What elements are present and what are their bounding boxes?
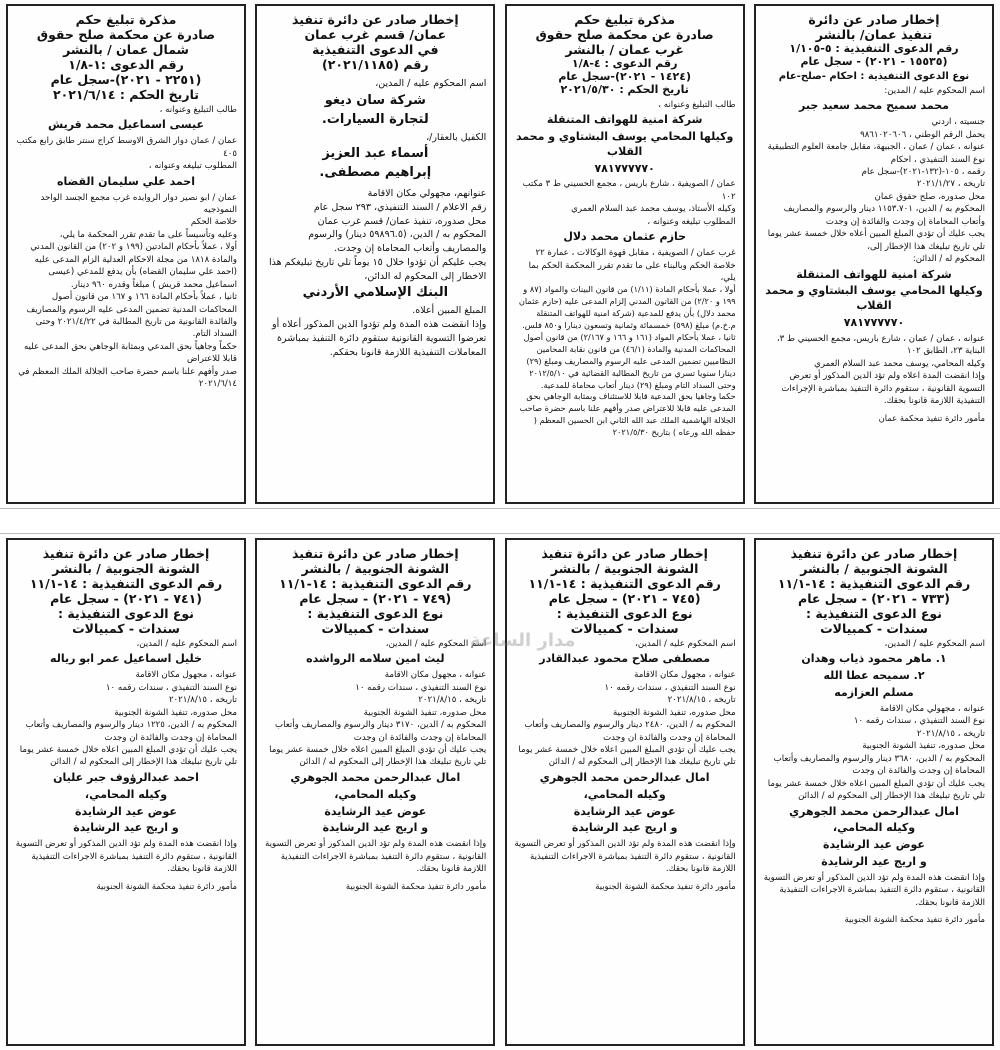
creditor-name: شركة امنية للهواتف المتنقلة <box>796 267 952 281</box>
debtor-name: ١. ماهر محمود ذياب وهدان <box>801 652 947 666</box>
notice-execution-shouneh-733: إخطار صادر عن دائرة تنفيذ الشونة الجنوبية / بالنشر رقم الدعوى التنفيذية : ١٤-١١/١ (٧٣٣ - ٢٠٢١) - سجل عام نوع الدعوى التنفيذية : سندات - كمبيالات اسم المحكوم عليه / المدين، ١. ماهر محمود ذياب وهدان ٢. سميحه عطا الله مسلم العزازمه عنوانه ، مجهولي مكان الاقامة نوع السند التنفيذي ، سندات رقمه ١٠ تاريخه ، ٢٠٢١/٨/١٥ محل صدوره، تنفيذ الشونة الجنوبية المحكوم به / الدين، ٣٦٨٠ دينار والرسوم والمصاريف وأتعاب المحاماة إن وجدت والفائدة ان وجدت يجب عليك أن تؤدي المبلغ المبين اعلاه خلال خمسة عشر يوما تلي تاريخ تبليغك هذا الإخطار إلى المحكوم له / الدائن امال عبدالرحمن محمد الجوهري وكيله المحامي، عوض عيد الرشايدة و اريج عيد الرشايدة وإذا انقضت هذه المدة ولم تؤد الدين المذكور أو تعرض التسوية القانونية ، ستقوم دائرة التنفيذ بمباشرة الاجراءات التنفيذية اللازمة قانونا بحقك. مأمور دائرة تنفيذ محكمة الشونة الجنوبية <box>754 538 994 1046</box>
watermark: مدار الساعة <box>470 630 576 651</box>
notice-judgment-north-amman: مذكرة تبليغ حكم صادرة عن محكمة صلح حقوق شمال عمان / بالنشر رقم الدعوى :١-١/٨ (٢٢٥١ - ٢٠٢١)-سجل عام تاريخ الحكم : ٢٠٢١/٦/١٤ طالب التبليغ وعنوانه ، عيسى اسماعيل محمد قريش عمان / عمان دوار الشرق الاوسط كراج سنتر طابق رابع مكتب ٤٠٥ المطلوب تبليغه وعنوانه ، احمد علي سليمان القضاه عمان / ابو نصير دوار الروابده غرب مجمع الجسد الواحد النموذجيه خلاصة الحكم وعليه وتأسيساً على ما تقدم تقرر المحكمة ما يلي، أولا ، عملاً بأحكام المادتين (١٩٩ و ٢٠٢) من القانون المدني والمادة ١٨١٨ من مجلة الاحكام العدلية الزام المدعى عليه (احمد علي سليمان القضاه) بأن يدفع للمدعي (عيسى اسماعيل محمد قريش ) مبلغاً وقدره ٩٦٠ دينار. ثانيا ، عملاً بأحكام المادة ١٦٦ و ١٦٧ من قانون أصول المحاكمات المدنية تضمين المدعى عليه الرسوم والمصاريف والفائدة القانونية من تاريخ المطالبة في ٢٠٢١/٤/٢٢ وحتى السداد التام. حكماً وجاهياً بحق المدعي وبمثابة الوجاهي بحق المدعى عليه قابلا للاعتراض صدر وأفهم علنا باسم حضرة صاحب الجلالة الملك المعظم في ٢٠٢١/٦/١٤ <box>6 4 246 504</box>
notice-header: إخطار صادر عن دائرة تنفيذ الشونة الجنوبية / بالنشر رقم الدعوى التنفيذية : ١٤-١١/١ (٧٤١ - ٢٠٢١) - سجل عام نوع الدعوى التنفيذية : سندات - كمبيالات <box>29 546 223 636</box>
creditor-name: امال عبدالرحمن محمد الجوهري <box>789 804 959 818</box>
requester-name: عيسى اسماعيل محمد قريش <box>48 118 204 132</box>
respondent-name: احمد علي سليمان القضاه <box>56 174 196 188</box>
bottom-row <box>6 538 994 1046</box>
debtor-name: شركة سان ديغو <box>324 92 426 108</box>
respondent-name: حازم عثمان محمد دلال <box>563 230 686 244</box>
notice-execution-shouneh-741: إخطار صادر عن دائرة تنفيذ الشونة الجنوبية / بالنشر رقم الدعوى التنفيذية : ١٤-١١/١ (٧٤١ - ٢٠٢١) - سجل عام نوع الدعوى التنفيذية : سندات - كمبيالات اسم المحكوم عليه / المدين، خليل اسماعيل عمر ابو رياله عنوانه ، مجهول مكان الاقامة نوع السند التنفيذي ، سندات رقمه ١٠ تاريخه ، ٢٠٢١/٨/١٥ محل صدوره، تنفيذ الشونة الجنوبية المحكوم به / الدين، ١٢٢٥ دينار والرسوم والمصاريف وأتعاب المحاماة إن وجدت والفائدة ان وجدت يجب عليك أن تؤدي المبلغ المبين اعلاه خلال خمسة عشر يوما تلي تاريخ تبليغك هذا الإخطار إلى المحكوم له / الدائن احمد عبدالرؤوف جبر عليان وكيله المحامي، عوض عيد الرشايدة و اريج عيد الرشايدة وإذا انقضت هذه المدة ولم تؤد الدين المذكور أو تعرض التسوية القانونية ، ستقوم دائرة التنفيذ بمباشرة الاجراءات التنفيذية اللازمة قانونا بحقك. مأمور دائرة تنفيذ محكمة الشونة الجنوبية <box>6 538 246 1046</box>
row-divider <box>0 508 1000 534</box>
notice-header: إخطار صادر عن دائرة تنفيذ عمان/ قسم غرب عمان في الدعوى التنفيذية رقم (٢٠٢١/١١٨٥) <box>292 12 459 72</box>
debtor-name: خليل اسماعيل عمر ابو رياله <box>50 652 202 666</box>
creditor-name: امال عبدالرحمن محمد الجوهري <box>539 770 710 784</box>
debtor-name: محمد سميح محمد سعيد جبر <box>798 99 949 113</box>
debtor-name: مصطفى صلاح محمود عبدالقادر <box>539 652 711 666</box>
notice-execution-amman-105: إخطار صادر عن دائرة تنفيذ عمان/ بالنشر رقم الدعوى التنفيذية : ٥-١/١٠٥ (١٥٥٣٥ - ٢٠٢١) - سجل عام نوع الدعوى التنفيذية : احكام -صلح-عام اسم المحكوم عليه / المدين: محمد سميح محمد سعيد جبر جنسيته ، اردني يحمل الرقم الوطني ، ٩٨٦١٠٢٠٦٠٦ عنوانه ، عمان / عمان ، الجبيهة، مقابل جامعة العلوم التطبيقية نوع السند التنفيذي ، احكام رقمه ، ١٠٥-(١٣٢-٢٠٢١)-سجل عام تاريخه ، ٢٠٢١/١/٢٧ محل صدوره، صلح حقوق عمان المحكوم به / الدين، ١١٥٣.٧٠١ دينار والرسوم والمصاريف وأتعاب المحاماة إن وجدت والفائدة إن وجدت يجب عليك أن تؤدي المبلغ المبين أعلاه خلال خمسة عشر يوما تلي تاريخ تبليغك هذا الإخطار إلى، المحكوم له / الدائن: شركة امنية للهواتف المتنقلة وكيلها المحامي يوسف البشتاوي و محمد القلاب ٧٨١٧٧٧٧٧٠ عنوانه ، عمان / عمان ، شارع باريس، مجمع الحسيني ط ٣، البناية ٢٣، الطابق ١٠٢ وكيله المحامي، يوسف محمد عبد السلام العمري وإذا انقضت المدة اعلاه ولم تؤد الدين المذكور أو تعرض التسوية القانونية ، ستقوم دائرة التنفيذ بمباشرة الإجراءات التنفيذية اللازمة قانونا بحقك. مأمور دائرة تنفيذ محكمة عمان <box>754 4 994 504</box>
notice-header: مذكرة تبليغ حكم صادرة عن محكمة صلح حقوق شمال عمان / بالنشر رقم الدعوى :١-١/٨ (٢٢٥١ - ٢٠٢١)-سجل عام تاريخ الحكم : ٢٠٢١/٦/١٤ <box>36 12 216 102</box>
notice-footer: مأمور دائرة تنفيذ محكمة الشونة الجنوبية <box>595 880 736 891</box>
notice-footer: مأمور دائرة تنفيذ محكمة الشونة الجنوبية <box>345 880 487 891</box>
notice-execution-shouneh-745: إخطار صادر عن دائرة تنفيذ الشونة الجنوبية / بالنشر رقم الدعوى التنفيذية : ١٤-١١/١ (٧٤٥ - ٢٠٢١) - سجل عام نوع الدعوى التنفيذية : سندات - كمبيالات اسم المحكوم عليه / المدين، مصطفى صلاح محمود عبدالقادر عنوانه ، مجهول مكان الاقامة نوع السند التنفيذي ، سندات رقمه ١٠ تاريخه ، ٢٠٢١/٨/١٥ محل صدوره، تنفيذ الشونة الجنوبية المحكوم به / الدين، ٢٤٨٠ دينار والرسوم والمصاريف وأتعاب المحاماة إن وجدت والفائدة ان وجدت يجب عليك أن تؤدي المبلغ المبين اعلاه خلال خمسة عشر يوما تلي تاريخ تبليغك هذا الإخطار إلى المحكوم له / الدائن امال عبدالرحمن محمد الجوهري وكيله المحامي، عوض عيد الرشايدة و اريج عيد الرشايدة وإذا انقضت هذه المدة ولم تؤد الدين المذكور أو تعرض التسوية القانونية ، ستقوم دائرة التنفيذ بمباشرة الاجراءات التنفيذية اللازمة قانونا بحقك. مأمور دائرة تنفيذ محكمة الشونة الجنوبية <box>505 538 745 1046</box>
notice-header: مذكرة تبليغ حكم صادرة عن محكمة صلح حقوق غرب عمان / بالنشر رقم الدعوى : ٤-١/٨ (١٤٢٤ - ٢٠٢١)-سجل عام تاريخ الحكم : ٢٠٢١/٥/٣٠ <box>535 12 714 97</box>
creditor-name: امال عبدالرحمن محمد الجوهري <box>290 770 461 784</box>
notice-header: إخطار صادر عن دائرة تنفيذ الشونة الجنوبية / بالنشر رقم الدعوى التنفيذية : ١٤-١١/١ (٧٤٩ - ٢٠٢١) - سجل عام نوع الدعوى التنفيذية : سندات - كمبيالات <box>279 546 472 636</box>
creditor-name: احمد عبدالرؤوف جبر عليان <box>53 770 199 784</box>
creditor-name: البنك الإسلامي الأردني <box>302 285 449 301</box>
notice-footer: مأمور دائرة تنفيذ محكمة الشونة الجنوبية <box>844 914 985 925</box>
top-row <box>6 4 994 504</box>
case-type: نوع الدعوى التنفيذية : احكام -صلح-عام <box>778 71 970 83</box>
notice-header: إخطار صادر عن دائرة تنفيذ الشونة الجنوبية / بالنشر رقم الدعوى التنفيذية : ١٤-١١/١ (٧٤٥ - ٢٠٢١) - سجل عام نوع الدعوى التنفيذية : سندات - كمبيالات <box>528 546 721 636</box>
notice-execution-west-amman-1185: إخطار صادر عن دائرة تنفيذ عمان/ قسم غرب عمان في الدعوى التنفيذية رقم (٢٠٢١/١١٨٥) اسم المحكوم عليه / المدين، شركة سان ديغو لتجارة السيارات. الكفيل بالعقار/، أسماء عبد العزيز إبراهيم مصطفى. عنوانهم، مجهولي مكان الاقامة رقم الاعلام / السند التنفيذي، ٢٩٣ سجل عام محل صدوره، تنفيذ عمان/ قسم غرب عمان المحكوم به / الدين، (٥٩٨٩٦.٥ دينار) والرسوم والمصاريف وأتعاب المحاماة إن وجدت. يجب عليكم أن تؤدوا خلال ١٥ يوماً تلي تاريخ تبليغكم هذا الاخطار إلى المحكوم له الدائن، البنك الإسلامي الأردني المبلغ المبين أعلاه. وإذا انقضت هذه المدة ولم تؤدوا الدين المذكور أعلاه أو تعرضوا التسوية القانونية ستقوم دائرة التنفيذ بمباشرة المعاملات التنفيذية اللازمة قانونا بحقكم. <box>255 4 495 504</box>
guarantor-name: أسماء عبد العزيز <box>322 146 429 162</box>
requester-name: شركة امنية للهواتف المتنقلة <box>546 113 703 127</box>
notice-header: إخطار صادر عن دائرة تنفيذ الشونة الجنوبية / بالنشر رقم الدعوى التنفيذية : ١٤-١١/١ (٧٣٣ - ٢٠٢١) - سجل عام نوع الدعوى التنفيذية : سندات - كمبيالات <box>777 546 971 636</box>
notice-header: إخطار صادر عن دائرة تنفيذ عمان/ بالنشر رقم الدعوى التنفيذية : ٥-١/١٠٥ (١٥٥٣٥ - ٢٠٢١) - سجل عام <box>789 12 959 69</box>
debtor-name: ليث امين سلامه الرواشده <box>306 652 445 666</box>
notice-judgment-west-amman: مذكرة تبليغ حكم صادرة عن محكمة صلح حقوق غرب عمان / بالنشر رقم الدعوى : ٤-١/٨ (١٤٢٤ - ٢٠٢١)-سجل عام تاريخ الحكم : ٢٠٢١/٥/٣٠ طالب التبليغ وعنوانه ، شركة امنية للهواتف المتنقلة وكيلها المحامي يوسف البشتاوي و محمد القلاب ٧٨١٧٧٧٧٧٠ عمان / الصويفية ، شارع باريس ، مجمع الحسيني ط ٣ مكتب ١٠٢ وكيله الأستاذ، يوسف محمد عبد السلام العمري المطلوب تبليغه وعنوانه ، حازم عثمان محمد دلال غرب عمان / الصويفية ، مقابل قهوة الوكالات ، عمارة ٢٢ خلاصة الحكم وبالبناء على ما تقدم تقرر المحكمة الحكم بما يلي، أولا ، عملا بأحكام المادة (١/١١) من قانون البينات والمواد (٨٧ و ١٩٩ و ٢/٢٠) من القانون المدني إلزام المدعى عليه (حازم عثمان محمد دلال) بأن يدفع للمدعية (شركة امنية للهواتف المتنقلة م.خ.م) مبلغ (٥٩٨) خمسمائة وثمانية وتسعون دينارا و٨٥٠ فلس. ثانيا ، عملا بأحكام المواد (١٦١ و ١٦٦ و ٢/١٦٧) من قانون أصول المحاكمات المدنية والمادة (٤٦/١) من قانون نقابة المحامين النظاميين تضمين المدعى عليه الرسوم والمصاريف ومبلغ (٢٩) دينارا سنويا تسري من تاريخ المطالبة القضائية في ٢٠١٢/٥/١٠ وحتى السداد التام ومبلغ (٢٩) دينار أتعاب محاماة للمدعية. حكما وجاهيا بحق المدعية قابلا للاستئناف وبمثابة الوجاهي بحق المدعى عليه قابلا للاعتراض صدر وأفهم علنا باسم حضرة صاحب الجلالة الهاشمية الملك عبد الله الثاني ابن الحسين المعظم ( حفظه الله ورعاه ) بتاريخ ٢٠٢١/٥/٣٠ <box>505 4 745 504</box>
notice-execution-shouneh-749: إخطار صادر عن دائرة تنفيذ الشونة الجنوبية / بالنشر رقم الدعوى التنفيذية : ١٤-١١/١ (٧٤٩ - ٢٠٢١) - سجل عام نوع الدعوى التنفيذية : سندات - كمبيالات اسم المحكوم عليه / المدين، ليث امين سلامه الرواشده عنوانه ، مجهول مكان الاقامة نوع السند التنفيذي ، سندات رقمه ١٠ تاريخه ، ٢٠٢١/٨/١٥ محل صدوره، تنفيذ الشونة الجنوبية المحكوم به / الدين، ٣١٧٠ دينار والرسوم والمصاريف وأتعاب المحاماة إن وجدت والفائدة ان وجدت يجب عليك أن تؤدي المبلغ المبين اعلاه خلال خمسة عشر يوما تلي تاريخ تبليغك هذا الإخطار إلى المحكوم له / الدائن امال عبدالرحمن محمد الجوهري وكيله المحامي، عوض عيد الرشايدة و اريج عيد الرشايدة وإذا انقضت هذه المدة ولم تؤد الدين المذكور أو تعرض التسوية القانونية ، ستقوم دائرة التنفيذ بمباشرة الاجراءات التنفيذية اللازمة قانونا بحقك. مأمور دائرة تنفيذ محكمة الشونة الجنوبية <box>255 538 495 1046</box>
notice-footer: مأمور دائرة تنفيذ محكمة عمان <box>878 412 985 423</box>
notice-footer: مأمور دائرة تنفيذ محكمة الشونة الجنوبية <box>96 880 237 891</box>
